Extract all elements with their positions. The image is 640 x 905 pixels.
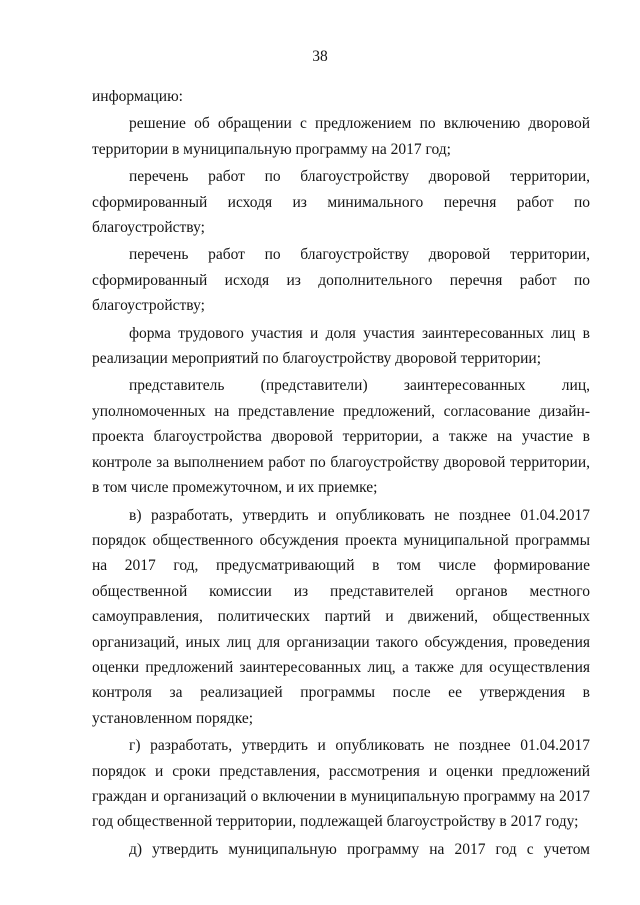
paragraph-minimal-works-list: перечень работ по благоустройству дворовой территории, сформированный исходя из минимального перечня работ по благоустройству;	[92, 168, 590, 237]
paragraph-continuation: информацию:	[92, 88, 183, 105]
paragraph-additional-works-list: перечень работ по благоустройству дворовой территории, сформированный исходя из дополнительного перечня работ по благоустройству;	[92, 246, 590, 315]
paragraph-item-v: в) разработать, утвердить и опубликовать не позднее 01.04.2017 порядок общественного обсуждения проекта муниципальной программы на 2017 год, предусматривающий в том числе формирование общественной комиссии из представителей органов местного самоуправления, политических партий и движений, общественных организаций, иных лиц для организации такого обсуждения, проведения оценки предложений заинтересованных лиц, а также для осуществления контроля за реализацией программы после ее утверждения в установленном порядке;	[92, 506, 590, 727]
paragraph-representatives: представитель (представители) заинтересованных лиц, уполномоченных на представление предложений, согласование дизайн-проекта благоустройства дворовой территории, а также на участие в контроле за выполнением работ по благоустройству дворовой территории, в том числе промежуточном, и их приемке;	[92, 377, 590, 497]
document-body	[92, 84, 590, 862]
page-number: 38	[312, 48, 328, 65]
paragraph-item-g: г) разработать, утвердить и опубликовать не позднее 01.04.2017 порядок и сроки представления, рассмотрения и оценки предложений граждан и организаций о включении в муниципальную программу на 2017 год общественной территории, подлежащей благоустройству в 2017 году;	[92, 737, 590, 831]
paragraph-item-d: д) утвердить муниципальную программу на 2017 год с учетом	[129, 840, 590, 858]
paragraph-decision: решение об обращении с предложением по включению дворовой территории в муниципальную программу на 2017 год;	[92, 115, 590, 158]
paragraph-labor-participation: форма трудового участия и доля участия заинтересованных лиц в реализации мероприятий по благоустройству дворовой территории;	[92, 324, 590, 368]
